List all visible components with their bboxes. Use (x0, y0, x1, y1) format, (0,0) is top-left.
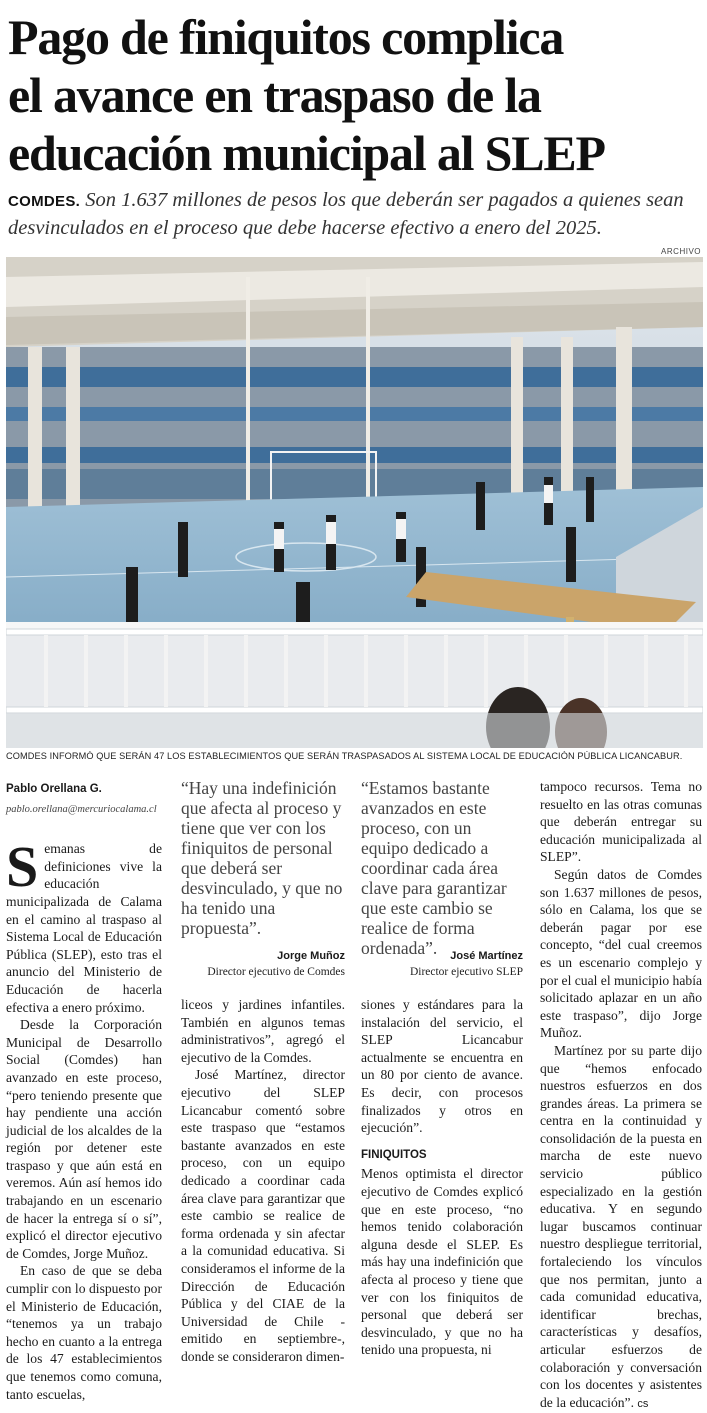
body-paragraph (6, 834, 162, 1016)
column-2 (181, 996, 345, 1365)
column-1 (6, 778, 162, 1403)
byline-author: Pablo Orellana G. (6, 783, 102, 795)
photo-credit: ARCHIVO (661, 247, 701, 256)
byline-email: pablo.orellana@mercuriocalama.cl (6, 803, 157, 815)
drop-cap: S (6, 834, 39, 900)
column-3 (361, 996, 523, 1359)
pull-quote-2-name: José Martínez (450, 950, 523, 962)
pull-quote-2: “Estamos bastante avanzados en este proceso, con un equipo dedicado a coordinar cada área clave para garantizar que este cambio se realice de forma ordenada”. (361, 778, 507, 958)
body-paragraph: Desde la Corporación Municipal de Desarrollo Social (Comdes) han avanzado en este proceso, “pero teniendo presente que hay pendiente una acción judicial de los alcaldes de la región por detener este traspaso y que aún está en veremos. Aún así hemos ido trabajando en un escenario de hacer la entrega sí o sí”, explicó el director ejecutivo de Comdes, Jorge Muñoz. (6, 1017, 162, 1261)
photo-caption: COMDES INFORMÓ QUE SERÁN 47 LOS ESTABLECIMIENTOS QUE SERÁN TRASPASADOS AL SISTEMA LOCAL DE EDUCACIÓN PÚBLICA LICANCABUR. (6, 751, 683, 761)
body-paragraph (540, 1042, 702, 1413)
body-paragraph: Menos optimista el director ejecutivo de Comdes explicó que en este proceso, “no hemos tenido colaboración alguna desde el SLEP. Es más hay una indefinición que afecta al proceso y tiene que ver con los finiquitos de personal que deberá ser desvinculado, y que no ha tenido una propuesta, ni (361, 1166, 523, 1358)
pull-quote-1-role: Director ejecutivo de Comdes (207, 966, 345, 978)
body-paragraph: José Martínez, director ejecutivo del SLEP Licancabur comentó sobre este traspaso que “estamos bastante avanzados en este proceso, con un equipo dedicado a coordinar cada área clave para garantizar que este cambio se realice de forma ordenada y sin afectar a la comunidad educativa. Si consideramos el informe de la Dirección de Educación Pública y del CIAE de la Universidad de Chile -emitido en septiembre-, donde se consideraron dimen- (181, 1067, 345, 1364)
lead-kicker: COMDES. (8, 193, 81, 210)
body-paragraph: liceos y jardines infantiles. También en algunos temas administrativos”, agregó el ejecutivo de la Comdes. (181, 997, 345, 1065)
column-4 (540, 778, 702, 1413)
pull-quote-1: “Hay una indefinición que afecta al proceso y tiene que ver con los finiquitos de personal que deberá ser desvinculado, y que no ha tenido una propuesta”. (181, 778, 343, 938)
headline-line: Pago de finiquitos complica (8, 9, 564, 65)
body-paragraph: tampoco recursos. Tema no resuelto en las otras comunas que deberán entregar su educación municipalizada al SLEP”. (540, 779, 702, 865)
body-text: emanas de definiciones vive la educación municipalizada de Calama en el camino al traspaso al Sistema Local de Educación Pública (SLEP), esto tras el anuncio del Ministerio de Educación de hacerla efectiva a enero próximo. (6, 841, 162, 1015)
pull-quote-2-role: Director ejecutivo SLEP (409, 966, 523, 978)
headline (8, 8, 703, 182)
body-paragraph: Según datos de Comdes son 1.637 millones de pesos, sólo en Calama, los que se deberán pagar por ese concepto, “del cual creemos es un escenario complejo y por el cual el municipio había solicitado aplazar en un año este traspaso”, dijo Jorge Muñoz. (540, 866, 702, 1041)
subhead: FINIQUITOS (361, 1148, 427, 1161)
headline-line: el avance en traspaso de la (8, 67, 541, 123)
body-paragraph: En caso de que se deba cumplir con lo dispuesto por el Ministerio de Educación, “tenemos ya un trabajo hecho en cuanto a la entrega de los 47 establecimientos que tenemos como comuna, tanto escuelas, (6, 1263, 162, 1402)
headline-line: educación municipal al SLEP (8, 125, 605, 181)
lead-paragraph (8, 187, 703, 241)
end-mark: cs (637, 1397, 649, 1410)
news-photo (6, 257, 703, 748)
body-text: Martínez por su parte dijo que “hemos enfocado nuestros esfuerzos en dos grandes áreas. La primera se centra en la continuidad y consolidación de la puesta en marcha de este nuevo servicio público especializado en la gestión educativa. Y en segundo lugar buscamos continuar nuestro despliegue territorial, fortaleciendo los vínculos que nos permitan, junto a cada comunidad educativa, identificar brechas, características y desafíos, articular esfuerzos de colaboración y conversación con los docentes y asistentes de la educación”. (540, 1042, 702, 1410)
school-courtyard-photo (6, 257, 703, 748)
body-paragraph: siones y estándares para la instalación del servicio, el SLEP Licancabur actualmente se encuentra en un 80 por ciento de avance. Es decir, con procesos finalizados y otros en ejecución”. (361, 997, 523, 1136)
pull-quote-1-name: Jorge Muñoz (277, 950, 345, 962)
lead-text: Son 1.637 millones de pesos los que deberán ser pagados a quienes sean desvinculados en el proceso que debe hacerse efectivo a enero del 2025. (8, 189, 684, 239)
